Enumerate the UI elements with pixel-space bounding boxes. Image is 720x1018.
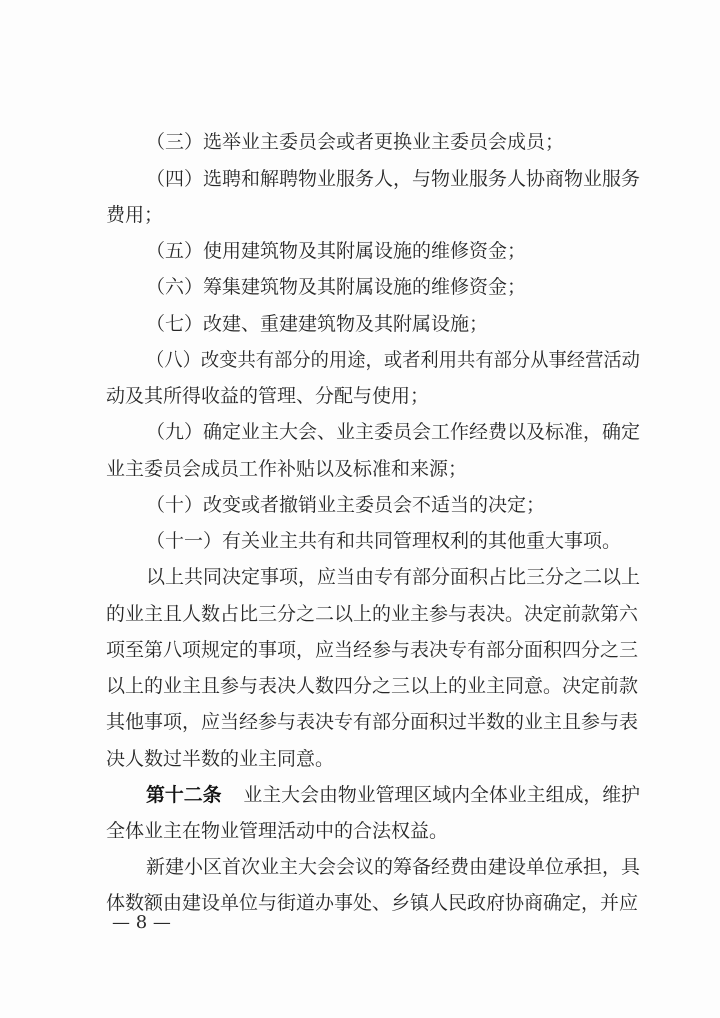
text-line-17 <box>0 703 720 741</box>
text-line-9 <box>0 413 720 451</box>
line-text: 其他事项，应当经参与表决专有部分面积过半数的业主且参与表 <box>106 711 639 733</box>
article-text: 业主大会由物业管理区域内全体业主组成，维护 <box>243 784 640 806</box>
text-line-6 <box>0 305 720 343</box>
line-text: 全体业主在物业管理活动中的合法权益。 <box>106 820 449 842</box>
text-line-7 <box>5 341 720 379</box>
line-text: （六）筹集建筑物及其附属设施的维修资金； <box>146 276 527 298</box>
line-text: （十一）有关业主共有和共同管理权利的其他重大事项。 <box>146 530 622 552</box>
line-text: 体数额由建设单位与街道办事处、乡镇人民政府协商确定，并应 <box>106 892 639 914</box>
text-line-21 <box>0 848 720 886</box>
line-text: （十）改变或者撤销业主委员会不适当的决定； <box>146 494 546 516</box>
text-line-12 <box>0 522 720 560</box>
text-line-22 <box>0 884 720 922</box>
text-line-18 <box>0 740 720 778</box>
text-line-11 <box>0 486 720 524</box>
line-text: （九）确定业主大会、业主委员会工作经费以及标准，确定 <box>146 421 641 443</box>
line-text: （五）使用建筑物及其附属设施的维修资金； <box>146 240 527 262</box>
line-text: 的业主且人数占比三分之二以上的业主参与表决。决定前款第六 <box>106 603 639 625</box>
text-line-16 <box>0 667 720 705</box>
text-line-3 <box>0 196 720 234</box>
line-text: （三）选举业主委员会或者更换业主委员会成员； <box>146 131 565 153</box>
text-line-14 <box>0 595 720 633</box>
text-line-5 <box>0 268 720 306</box>
line-text: （四）选聘和解聘物业服务人，与物业服务人协商物业服务 <box>146 168 641 190</box>
line-text: （八）改变共有部分的用途，或者利用共有部分从事经营活动 <box>146 349 640 371</box>
text-line-1 <box>0 123 720 161</box>
article-heading: 第十二条 <box>146 784 222 806</box>
text-line-4 <box>0 232 720 270</box>
page-number: — 8 — <box>112 912 171 933</box>
text-line-13 <box>0 558 720 596</box>
text-line-10 <box>0 450 720 488</box>
line-text: 业主委员会成员工作补贴以及标准和来源； <box>106 458 468 480</box>
article-line <box>1 776 720 814</box>
line-text: 项至第八项规定的事项，应当经参与表决专有部分面积四分之三 <box>106 639 639 661</box>
text-line-8 <box>0 377 720 415</box>
line-text: 以上的业主且参与表决人数四分之三以上的业主同意。决定前款 <box>106 675 639 697</box>
line-text: 新建小区首次业主大会会议的筹备经费由建设单位承担，具 <box>146 856 641 878</box>
line-text: 决人数过半数的业主同意。 <box>106 748 335 770</box>
line-text: 费用； <box>106 204 164 226</box>
text-line-15 <box>0 631 720 669</box>
line-text: 以上共同决定事项，应当由专有部分面积占比三分之二以上 <box>146 566 641 588</box>
text-line-20 <box>0 812 720 850</box>
text-line-2 <box>0 160 720 198</box>
line-text: 动及其所得收益的管理、分配与使用； <box>106 385 430 407</box>
line-text: （七）改建、重建建筑物及其附属设施； <box>146 313 489 335</box>
